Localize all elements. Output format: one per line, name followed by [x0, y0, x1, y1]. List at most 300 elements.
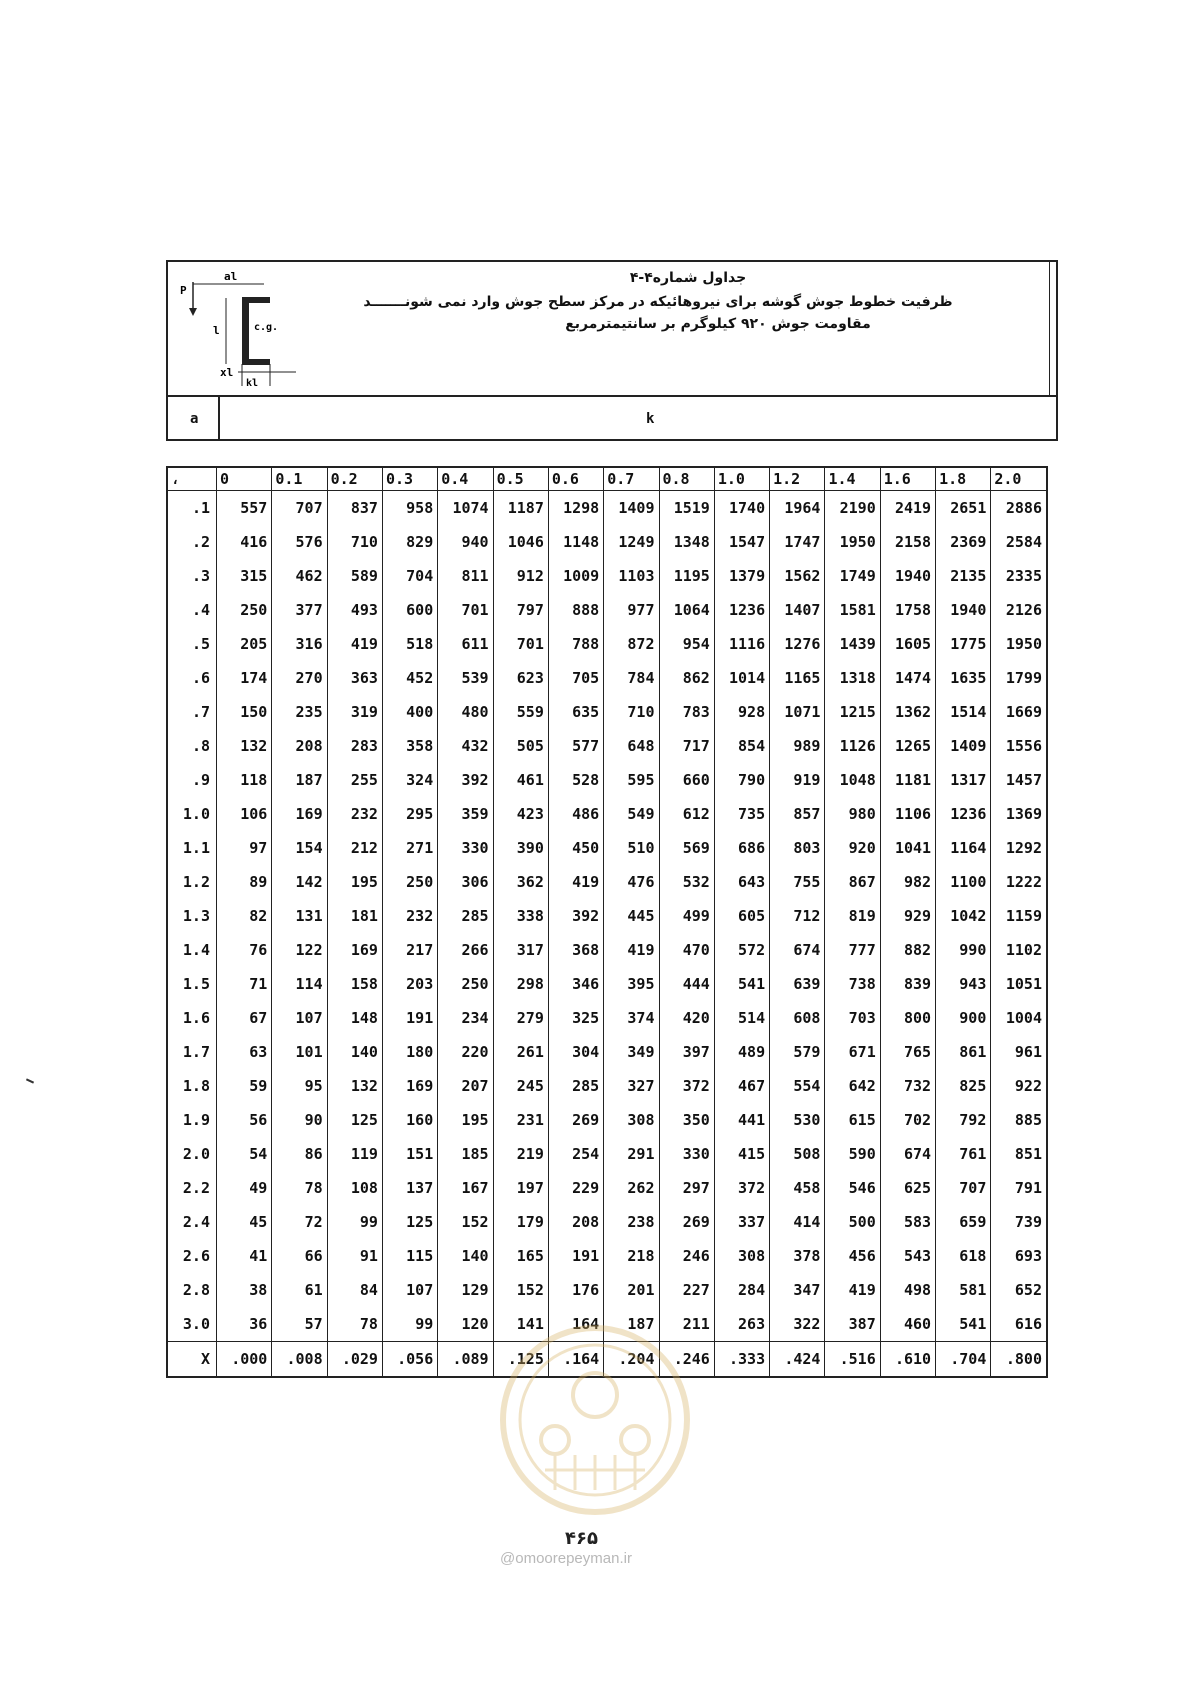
table-cell: 1409 [936, 729, 991, 763]
table-cell: 885 [991, 1103, 1047, 1137]
table-cell: 660 [659, 763, 714, 797]
table-row [167, 899, 1047, 933]
table-cell: 1046 [493, 525, 548, 559]
table-cell: 444 [659, 967, 714, 1001]
table-cell: 106 [217, 797, 272, 831]
table-cell: 415 [714, 1137, 769, 1171]
column-header: 1.2 [770, 467, 825, 491]
table-cell: 219 [493, 1137, 548, 1171]
table-cell: 581 [936, 1273, 991, 1307]
table-cell: 36 [217, 1307, 272, 1342]
table-cell: 387 [825, 1307, 880, 1342]
table-cell: 791 [991, 1171, 1047, 1205]
table-cell: 450 [548, 831, 603, 865]
table-cell: 392 [438, 763, 493, 797]
table-cell: 659 [936, 1205, 991, 1239]
table-cell: 872 [604, 627, 659, 661]
table-cell: 315 [217, 559, 272, 593]
table-cell: 1940 [936, 593, 991, 627]
svg-text:xl: xl [220, 366, 234, 379]
table-row [167, 831, 1047, 865]
table-cell: 254 [548, 1137, 603, 1171]
table-row [167, 1171, 1047, 1205]
table-cell: 1126 [825, 729, 880, 763]
table-cell: 635 [548, 695, 603, 729]
row-label: 1.2 [167, 865, 217, 899]
table-cell: 1103 [604, 559, 659, 593]
corner-cell: ، [167, 467, 217, 491]
table-cell: 980 [825, 797, 880, 831]
row-label: .3 [167, 559, 217, 593]
page-number: ۴۶۵ [565, 1528, 598, 1549]
table-cell: 358 [382, 729, 437, 763]
table-cell: 541 [936, 1307, 991, 1342]
table-cell: 419 [327, 627, 382, 661]
table-cell: 867 [825, 865, 880, 899]
table-cell: 181 [327, 899, 382, 933]
table-cell: 132 [327, 1069, 382, 1103]
table-cell: 462 [272, 559, 327, 593]
table-cell: 1048 [825, 763, 880, 797]
table-cell: 86 [272, 1137, 327, 1171]
table-cell: 1740 [714, 491, 769, 526]
table-cell: 56 [217, 1103, 272, 1137]
table-cell: 245 [493, 1069, 548, 1103]
table-cell: 203 [382, 967, 437, 1001]
table-cell: 90 [272, 1103, 327, 1137]
table-cell: 76 [217, 933, 272, 967]
table-number: جداول شماره۴-۴ [629, 270, 747, 286]
table-cell: 377 [272, 593, 327, 627]
table-cell: 1195 [659, 559, 714, 593]
table-cell: 217 [382, 933, 437, 967]
table-cell: 489 [714, 1035, 769, 1069]
table-cell: 900 [936, 1001, 991, 1035]
axis-row [166, 395, 1058, 441]
table-cell: 101 [272, 1035, 327, 1069]
table-row [167, 1069, 1047, 1103]
table-cell: 316 [272, 627, 327, 661]
table-cell: 452 [382, 661, 437, 695]
table-cell: 246 [659, 1239, 714, 1273]
table-cell: 1236 [936, 797, 991, 831]
row-label: 2.8 [167, 1273, 217, 1307]
table-row [167, 593, 1047, 627]
table-cell: 1102 [991, 933, 1047, 967]
table-cell: 1298 [548, 491, 603, 526]
table-cell: 765 [880, 1035, 935, 1069]
table-cell: 837 [327, 491, 382, 526]
table-row [167, 1239, 1047, 1273]
table-cell: 500 [825, 1205, 880, 1239]
table-cell: 1799 [991, 661, 1047, 695]
table-cell: 195 [327, 865, 382, 899]
table-cell: 738 [825, 967, 880, 1001]
table-body [167, 491, 1047, 1378]
a-axis-label: a [190, 411, 199, 427]
table-cell: 324 [382, 763, 437, 797]
table-cell: 590 [825, 1137, 880, 1171]
row-label: 1.9 [167, 1103, 217, 1137]
table-cell: 583 [880, 1205, 935, 1239]
table-cell: 989 [770, 729, 825, 763]
table-cell: 528 [548, 763, 603, 797]
row-label: 2.4 [167, 1205, 217, 1239]
table-cell: 91 [327, 1239, 382, 1273]
table-cell: 397 [659, 1035, 714, 1069]
table-cell: 152 [493, 1273, 548, 1307]
column-header: 1.4 [825, 467, 880, 491]
table-cell: 322 [770, 1307, 825, 1342]
table-cell: 701 [438, 593, 493, 627]
table-cell: 122 [272, 933, 327, 967]
table-cell: 922 [991, 1069, 1047, 1103]
table-cell: 1348 [659, 525, 714, 559]
table-row [167, 865, 1047, 899]
table-cell: 285 [548, 1069, 603, 1103]
table-cell: 297 [659, 1171, 714, 1205]
table-cell: 197 [493, 1171, 548, 1205]
table-cell: 1276 [770, 627, 825, 661]
table-cell: 97 [217, 831, 272, 865]
table-cell: 158 [327, 967, 382, 1001]
row-label: .9 [167, 763, 217, 797]
table-cell: 1292 [991, 831, 1047, 865]
table-cell: .000 [217, 1342, 272, 1378]
table-cell: 803 [770, 831, 825, 865]
table-cell: 205 [217, 627, 272, 661]
table-cell: 1635 [936, 661, 991, 695]
table-cell: 1362 [880, 695, 935, 729]
table-cell: 608 [770, 1001, 825, 1035]
table-cell: 825 [936, 1069, 991, 1103]
table-cell: 1669 [991, 695, 1047, 729]
table-cell: 229 [548, 1171, 603, 1205]
table-cell: 195 [438, 1103, 493, 1137]
table-cell: 888 [548, 593, 603, 627]
table-cell: 498 [880, 1273, 935, 1307]
table-cell: 940 [438, 525, 493, 559]
table-cell: 99 [382, 1307, 437, 1342]
table-cell: 82 [217, 899, 272, 933]
table-cell: 1439 [825, 627, 880, 661]
table-cell: 291 [604, 1137, 659, 1171]
table-cell: 372 [714, 1171, 769, 1205]
table-cell: 129 [438, 1273, 493, 1307]
row-label: 1.6 [167, 1001, 217, 1035]
table-row [167, 525, 1047, 559]
table-cell: 148 [327, 1001, 382, 1035]
table-cell: 262 [604, 1171, 659, 1205]
table-cell: 207 [438, 1069, 493, 1103]
table-cell: 2369 [936, 525, 991, 559]
table-cell: 1379 [714, 559, 769, 593]
svg-text:kl: kl [246, 378, 259, 388]
table-cell: 476 [604, 865, 659, 899]
table-cell: 374 [604, 1001, 659, 1035]
weld-capacity-table [166, 466, 1048, 1378]
row-label: .1 [167, 491, 217, 526]
table-cell: 557 [217, 491, 272, 526]
table-row [167, 797, 1047, 831]
table-cell: 306 [438, 865, 493, 899]
table-cell: 137 [382, 1171, 437, 1205]
table-cell: 338 [493, 899, 548, 933]
table-header-box [166, 260, 1058, 396]
table-cell: 1064 [659, 593, 714, 627]
row-label: 3.0 [167, 1307, 217, 1342]
table-cell: 505 [493, 729, 548, 763]
table-cell: 232 [382, 899, 437, 933]
table-row [167, 933, 1047, 967]
table-cell: 169 [382, 1069, 437, 1103]
table-cell: 480 [438, 695, 493, 729]
table-cell: 180 [382, 1035, 437, 1069]
watermark-seal [495, 1320, 695, 1520]
table-cell: 1071 [770, 695, 825, 729]
table-cell: 66 [272, 1239, 327, 1273]
margin-mark [26, 1078, 34, 1083]
table-cell: 261 [493, 1035, 548, 1069]
table-cell: 625 [880, 1171, 935, 1205]
column-header-row [167, 467, 1047, 491]
table-cell: 693 [991, 1239, 1047, 1273]
table-cell: 1249 [604, 525, 659, 559]
table-cell: 266 [438, 933, 493, 967]
table-row [167, 491, 1047, 526]
table-cell: 1318 [825, 661, 880, 695]
table-cell: 1369 [991, 797, 1047, 831]
table-cell: 739 [991, 1205, 1047, 1239]
table-cell: 232 [327, 797, 382, 831]
table-cell: 71 [217, 967, 272, 1001]
column-header: 0.7 [604, 467, 659, 491]
table-cell: 84 [327, 1273, 382, 1307]
table-cell: 577 [548, 729, 603, 763]
table-row [167, 559, 1047, 593]
table-cell: 347 [770, 1273, 825, 1307]
table-cell: 819 [825, 899, 880, 933]
table-cell: 212 [327, 831, 382, 865]
table-cell: .008 [272, 1342, 327, 1378]
title-block [348, 270, 968, 332]
table-cell: .800 [991, 1342, 1047, 1378]
table-cell: 777 [825, 933, 880, 967]
table-cell: 1181 [880, 763, 935, 797]
table-cell: 958 [382, 491, 437, 526]
table-cell: 686 [714, 831, 769, 865]
table-cell: 788 [548, 627, 603, 661]
table-cell: 549 [604, 797, 659, 831]
table-cell: 1547 [714, 525, 769, 559]
table-cell: 1519 [659, 491, 714, 526]
table-cell: .333 [714, 1342, 769, 1378]
table-cell: 349 [604, 1035, 659, 1069]
table-cell: 419 [548, 865, 603, 899]
column-header: 0.1 [272, 467, 327, 491]
table-cell: 185 [438, 1137, 493, 1171]
table-cell: 784 [604, 661, 659, 695]
table-row [167, 1205, 1047, 1239]
column-header: 2.0 [991, 467, 1047, 491]
row-label: 1.7 [167, 1035, 217, 1069]
table-cell: 1100 [936, 865, 991, 899]
table-cell: 1950 [825, 525, 880, 559]
table-cell: 57 [272, 1307, 327, 1342]
row-label: 1.0 [167, 797, 217, 831]
table-cell: 618 [936, 1239, 991, 1273]
table-cell: 1116 [714, 627, 769, 661]
table-cell: 701 [493, 627, 548, 661]
table-cell: 372 [659, 1069, 714, 1103]
site-watermark: @omoorepeyman.ir [500, 1550, 632, 1567]
row-label: .7 [167, 695, 217, 729]
table-row [167, 1273, 1047, 1307]
table-cell: 191 [548, 1239, 603, 1273]
table-cell: 317 [493, 933, 548, 967]
row-label: .2 [167, 525, 217, 559]
table-cell: 1950 [991, 627, 1047, 661]
row-label: .5 [167, 627, 217, 661]
table-cell: 643 [714, 865, 769, 899]
table-cell: 250 [382, 865, 437, 899]
table-cell: 792 [936, 1103, 991, 1137]
table-row [167, 763, 1047, 797]
table-cell: 707 [936, 1171, 991, 1205]
table-cell: 250 [438, 967, 493, 1001]
column-header: 1.6 [880, 467, 935, 491]
table-cell: 1749 [825, 559, 880, 593]
table-cell: 165 [493, 1239, 548, 1273]
table-cell: 152 [438, 1205, 493, 1239]
table-row [167, 1137, 1047, 1171]
table-cell: 559 [493, 695, 548, 729]
table-cell: 702 [880, 1103, 935, 1137]
row-label: 2.6 [167, 1239, 217, 1273]
table-cell: 861 [936, 1035, 991, 1069]
table-cell: 1236 [714, 593, 769, 627]
table-cell: 308 [714, 1239, 769, 1273]
table-cell: .029 [327, 1342, 382, 1378]
table-cell: 1940 [880, 559, 935, 593]
table-cell: 460 [880, 1307, 935, 1342]
table-cell: .089 [438, 1342, 493, 1378]
table-cell: 295 [382, 797, 437, 831]
table-cell: 2190 [825, 491, 880, 526]
table-cell: 108 [327, 1171, 382, 1205]
table-cell: 140 [327, 1035, 382, 1069]
table-cell: 304 [548, 1035, 603, 1069]
table-cell: 67 [217, 1001, 272, 1035]
table-cell: 283 [327, 729, 382, 763]
table-cell: 569 [659, 831, 714, 865]
table-cell: 1009 [548, 559, 603, 593]
table-cell: 441 [714, 1103, 769, 1137]
table-cell: 269 [659, 1205, 714, 1239]
table-cell: 114 [272, 967, 327, 1001]
table-cell: 2419 [880, 491, 935, 526]
table-cell: 674 [770, 933, 825, 967]
table-cell: 400 [382, 695, 437, 729]
table-cell: 912 [493, 559, 548, 593]
table-cell: 1265 [880, 729, 935, 763]
table-cell: 514 [714, 1001, 769, 1035]
header-right-edge [1049, 262, 1056, 396]
table-cell: 378 [770, 1239, 825, 1273]
table-cell: 572 [714, 933, 769, 967]
table-cell: 125 [382, 1205, 437, 1239]
table-cell: 419 [825, 1273, 880, 1307]
table-cell: 616 [991, 1307, 1047, 1342]
table-cell: 2584 [991, 525, 1047, 559]
table-cell: 712 [770, 899, 825, 933]
table-cell: 416 [217, 525, 272, 559]
weld-diagram [176, 268, 296, 388]
table-cell: 707 [272, 491, 327, 526]
table-cell: 308 [604, 1103, 659, 1137]
table-cell: 732 [880, 1069, 935, 1103]
table-cell: 423 [493, 797, 548, 831]
table-cell: 1041 [880, 831, 935, 865]
column-header: 0.8 [659, 467, 714, 491]
table-row [167, 627, 1047, 661]
table-cell: 298 [493, 967, 548, 1001]
table-cell: 392 [548, 899, 603, 933]
table-cell: 961 [991, 1035, 1047, 1069]
table-cell: 61 [272, 1273, 327, 1307]
table-cell: 612 [659, 797, 714, 831]
table-cell: 160 [382, 1103, 437, 1137]
table-cell: 140 [438, 1239, 493, 1273]
table-cell: 419 [604, 933, 659, 967]
table-cell: 857 [770, 797, 825, 831]
table-cell: 255 [327, 763, 382, 797]
table-cell: 420 [659, 1001, 714, 1035]
table-cell: 1407 [770, 593, 825, 627]
table-cell: 611 [438, 627, 493, 661]
table-row [167, 695, 1047, 729]
table-cell: 125 [327, 1103, 382, 1137]
table-cell: 169 [272, 797, 327, 831]
table-cell: 854 [714, 729, 769, 763]
table-cell: 929 [880, 899, 935, 933]
table-cell: 920 [825, 831, 880, 865]
table-row [167, 1001, 1047, 1035]
table-cell: 120 [438, 1307, 493, 1342]
table-cell: 250 [217, 593, 272, 627]
table-cell: 362 [493, 865, 548, 899]
table-cell: 539 [438, 661, 493, 695]
table-cell: 115 [382, 1239, 437, 1273]
table-cell: 49 [217, 1171, 272, 1205]
table-cell: 790 [714, 763, 769, 797]
table-cell: .610 [880, 1342, 935, 1378]
table-cell: 211 [659, 1307, 714, 1342]
column-header: 0.6 [548, 467, 603, 491]
table-cell: 191 [382, 1001, 437, 1035]
table-cell: 761 [936, 1137, 991, 1171]
table-cell: 510 [604, 831, 659, 865]
svg-text:c.g.: c.g. [254, 322, 279, 333]
row-label: 1.5 [167, 967, 217, 1001]
table-cell: 142 [272, 865, 327, 899]
table-cell: 1165 [770, 661, 825, 695]
k-axis-label: k [646, 411, 655, 427]
table-cell: 919 [770, 763, 825, 797]
table-cell: 325 [548, 1001, 603, 1035]
table-cell: 235 [272, 695, 327, 729]
table-cell: 350 [659, 1103, 714, 1137]
